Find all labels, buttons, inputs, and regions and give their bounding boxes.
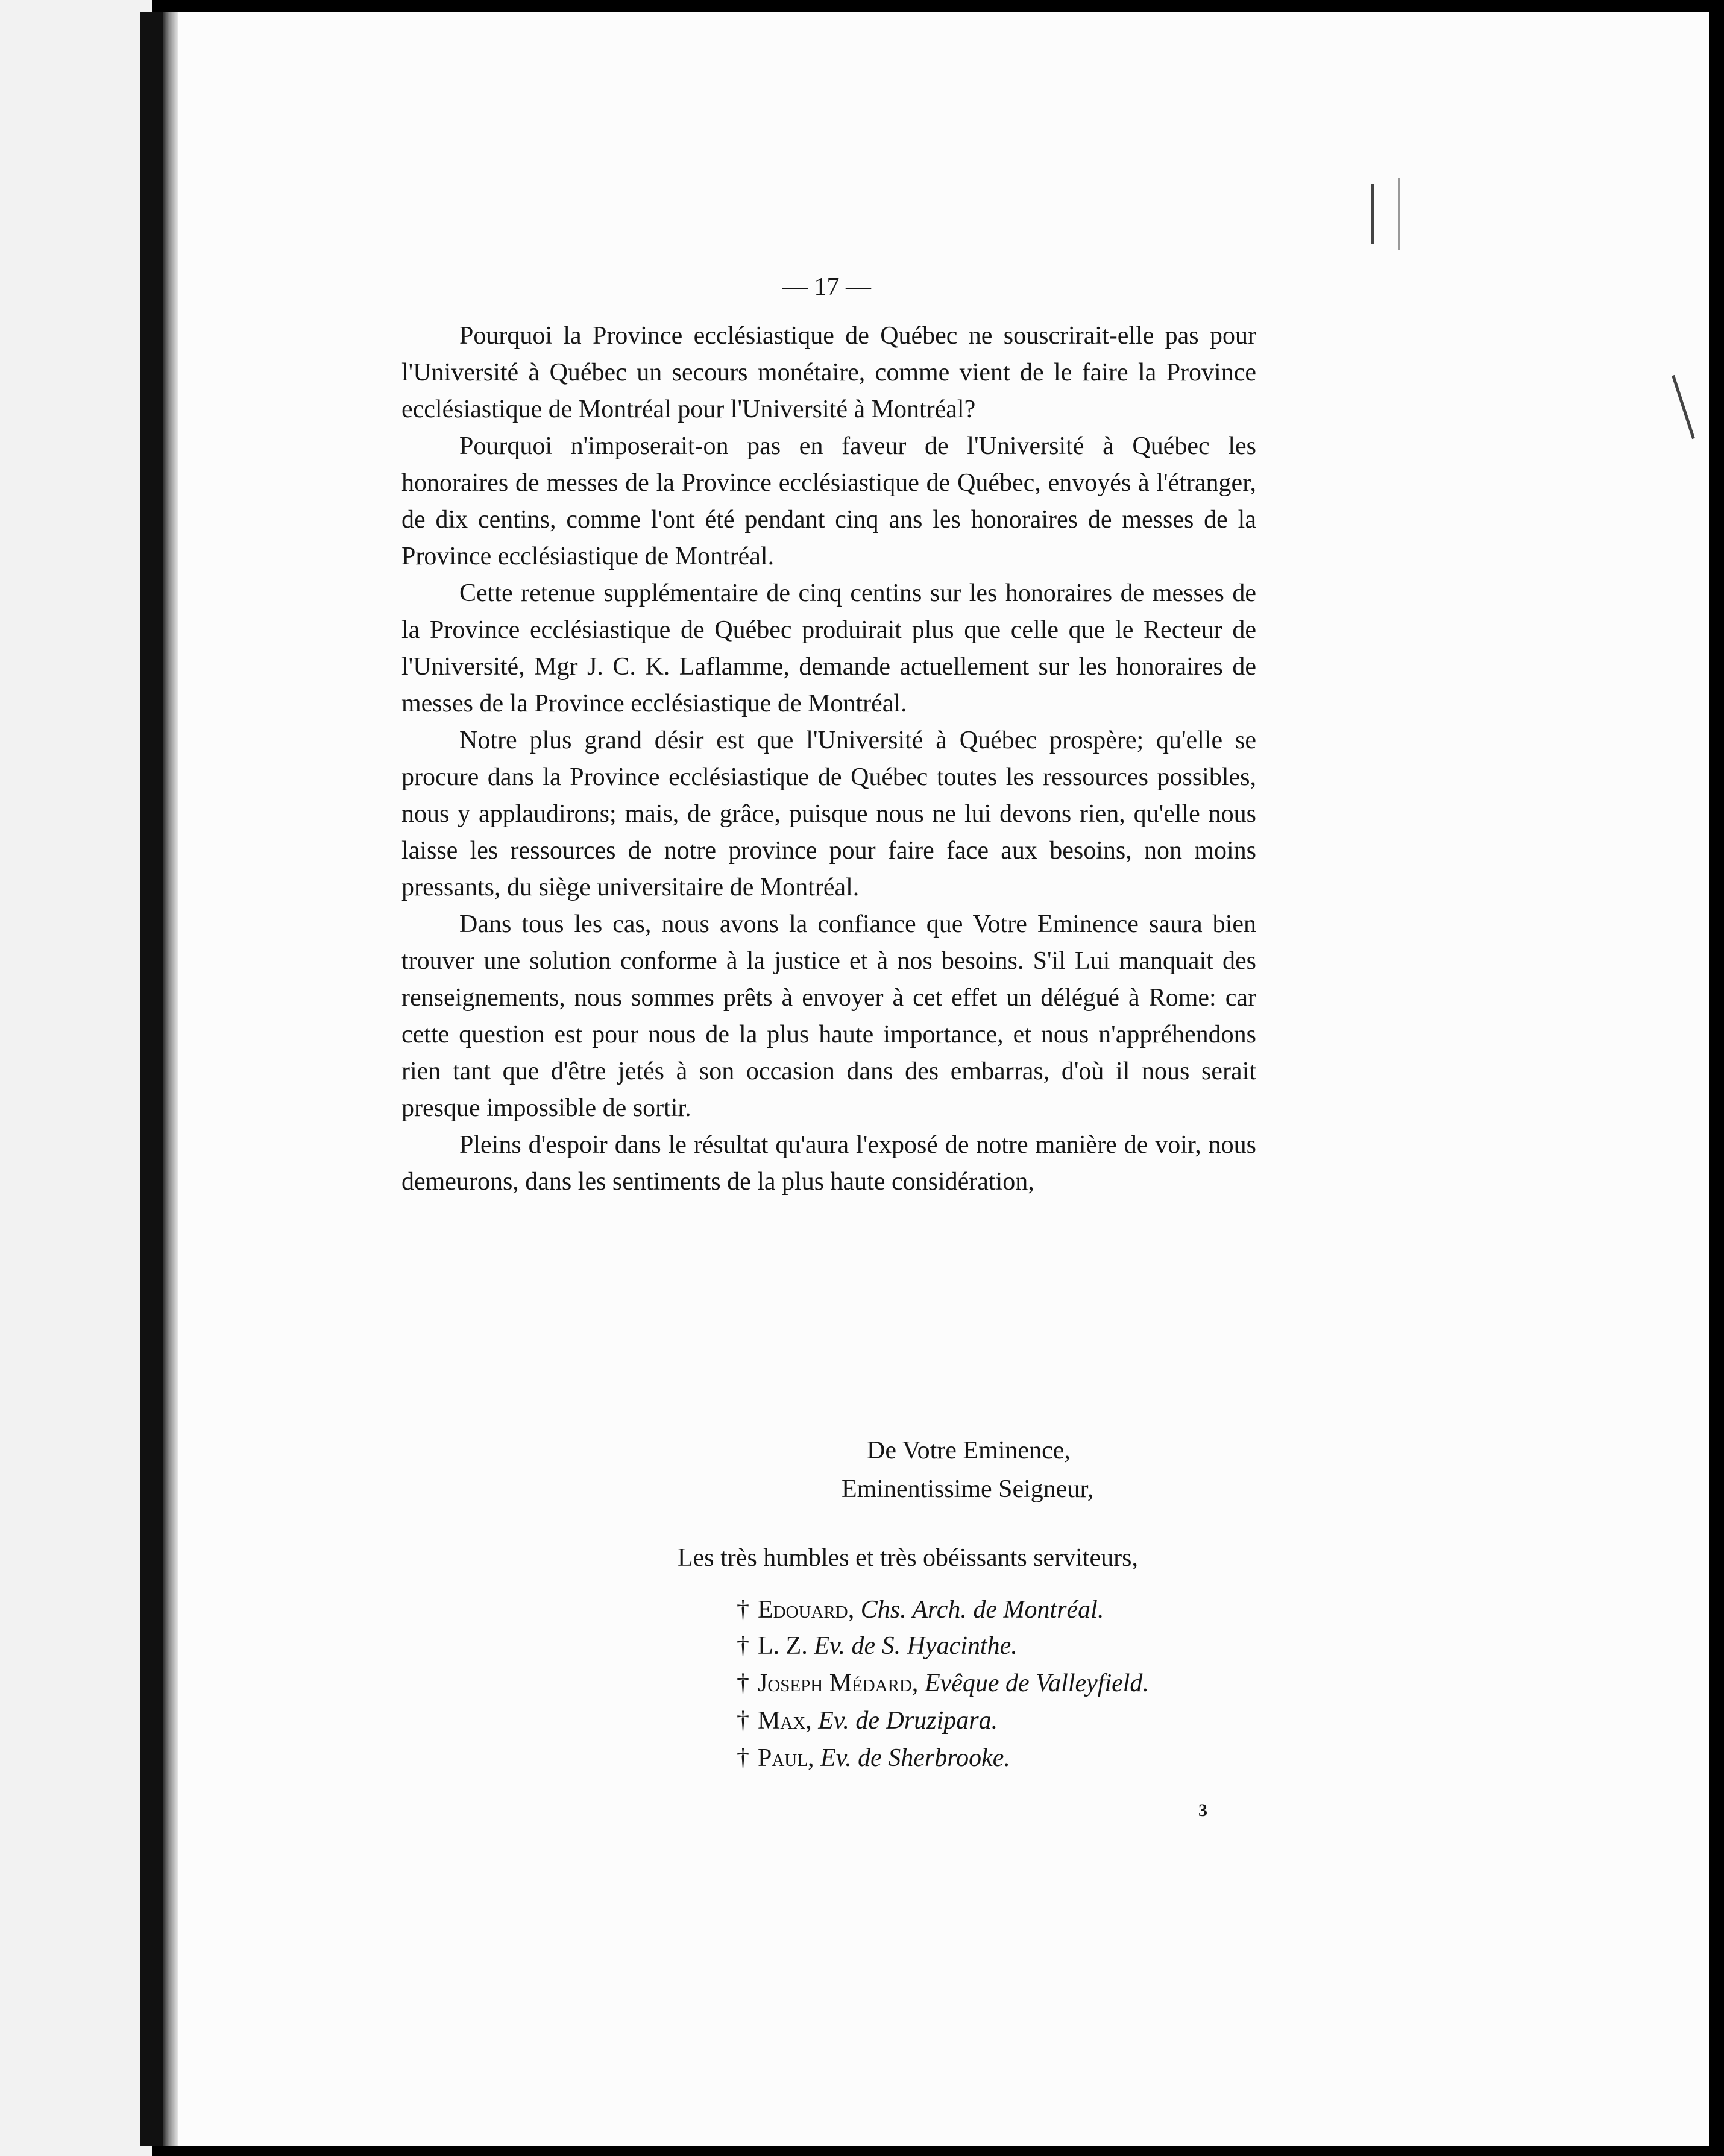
signature-2 xyxy=(737,1631,1018,1660)
signatory-name: Edouard, xyxy=(758,1596,855,1624)
paragraph-3: Cette retenue supplémentaire de cinq centins sur les honoraires de messes de la Province ecclésiastique de Québec produirait plus que celle que le Recteur de l'Université, Mgr J. C. K. Laflamme, demande actuellement sur les honoraires de messes de la Province ecclésiastique de Montréal. xyxy=(401,579,1256,717)
signatory-name: Joseph Médard, xyxy=(758,1669,919,1697)
signature-4 xyxy=(737,1706,998,1735)
edge-mark xyxy=(1672,375,1695,439)
closing-servants: Les très humbles et très obéissants serviteurs, xyxy=(678,1544,1138,1572)
paragraph-1: Pourquoi la Province ecclésiastique de Québec ne souscrirait-elle pas pour l'Université à Québec un secours monétaire, comme vient de le faire la Province ecclésiastique de Montréal pour l'Université à Montréal? xyxy=(401,322,1256,423)
edge-mark xyxy=(1371,184,1374,244)
cross-icon: † xyxy=(737,1596,749,1624)
signatory-title: Ev. de Druzipara. xyxy=(818,1707,998,1735)
signatory-name: Max, xyxy=(758,1707,812,1735)
paragraph-6: Pleins d'espoir dans le résultat qu'aura l'exposé de notre manière de voir, nous demeurons, dans les sentiments de la plus haute considération, xyxy=(401,1131,1256,1196)
signatory-title: Ev. de S. Hyacinthe. xyxy=(814,1632,1018,1660)
cross-icon: † xyxy=(737,1632,749,1660)
page-folio: — 17 — xyxy=(782,273,871,301)
edge-mark xyxy=(1398,178,1400,250)
cross-icon: † xyxy=(737,1707,749,1735)
cross-icon: † xyxy=(737,1744,749,1772)
paragraph-2: Pourquoi n'imposerait-on pas en faveur de l'Université à Québec les honoraires de messes de la Province ecclésiastique de Québec, envoyés à l'étranger, de dix centins, comme l'ont été pendant cinq ans les honoraires de messes de la Province ecclésiastique de Montréal. xyxy=(401,432,1256,570)
body-text xyxy=(401,274,1256,1200)
cross-icon: † xyxy=(737,1669,749,1697)
signatory-name: L. Z. xyxy=(758,1632,808,1660)
signatory-title: Chs. Arch. de Montréal. xyxy=(860,1596,1104,1624)
signature-mark: 3 xyxy=(1198,1800,1207,1820)
signatory-name: Paul, xyxy=(758,1744,814,1772)
paragraph-5: Dans tous les cas, nous avons la confiance que Votre Eminence saura bien trouver une solution conforme à la justice et à nos besoins. S'il Lui manquait des renseignements, nous sommes prêts à envoyer à cet effet un délégué à Rome: car cette question est pour nous de la plus haute importance, et nous n'appréhendons rien tant que d'être jetés à son occasion dans des embarras, d'où il nous serait presque impossible de sortir. xyxy=(401,910,1256,1122)
facing-page-margin xyxy=(0,0,152,2156)
binding-edge xyxy=(140,12,164,2146)
signatory-title: Ev. de Sherbrooke. xyxy=(820,1744,1010,1772)
binding-shadow xyxy=(163,12,178,2146)
signature-3 xyxy=(737,1669,1149,1698)
signature-1 xyxy=(737,1595,1104,1624)
closing-address: Eminentissime Seigneur, xyxy=(842,1475,1094,1503)
paragraph-4: Notre plus grand désir est que l'Université à Québec prospère; qu'elle se procure dans la Province ecclésiastique de Québec toutes les ressources possibles, nous y applaudirons; mais, de grâce, puisque nous ne lui devons rien, qu'elle nous laisse les ressources de notre province pour faire face aux besoins, non moins pressants, du siège universitaire de Montréal. xyxy=(401,727,1256,901)
signatory-title: Evêque de Valleyfield. xyxy=(924,1669,1149,1697)
closing-salutation: De Votre Eminence, xyxy=(867,1437,1071,1464)
signature-5 xyxy=(737,1744,1010,1773)
